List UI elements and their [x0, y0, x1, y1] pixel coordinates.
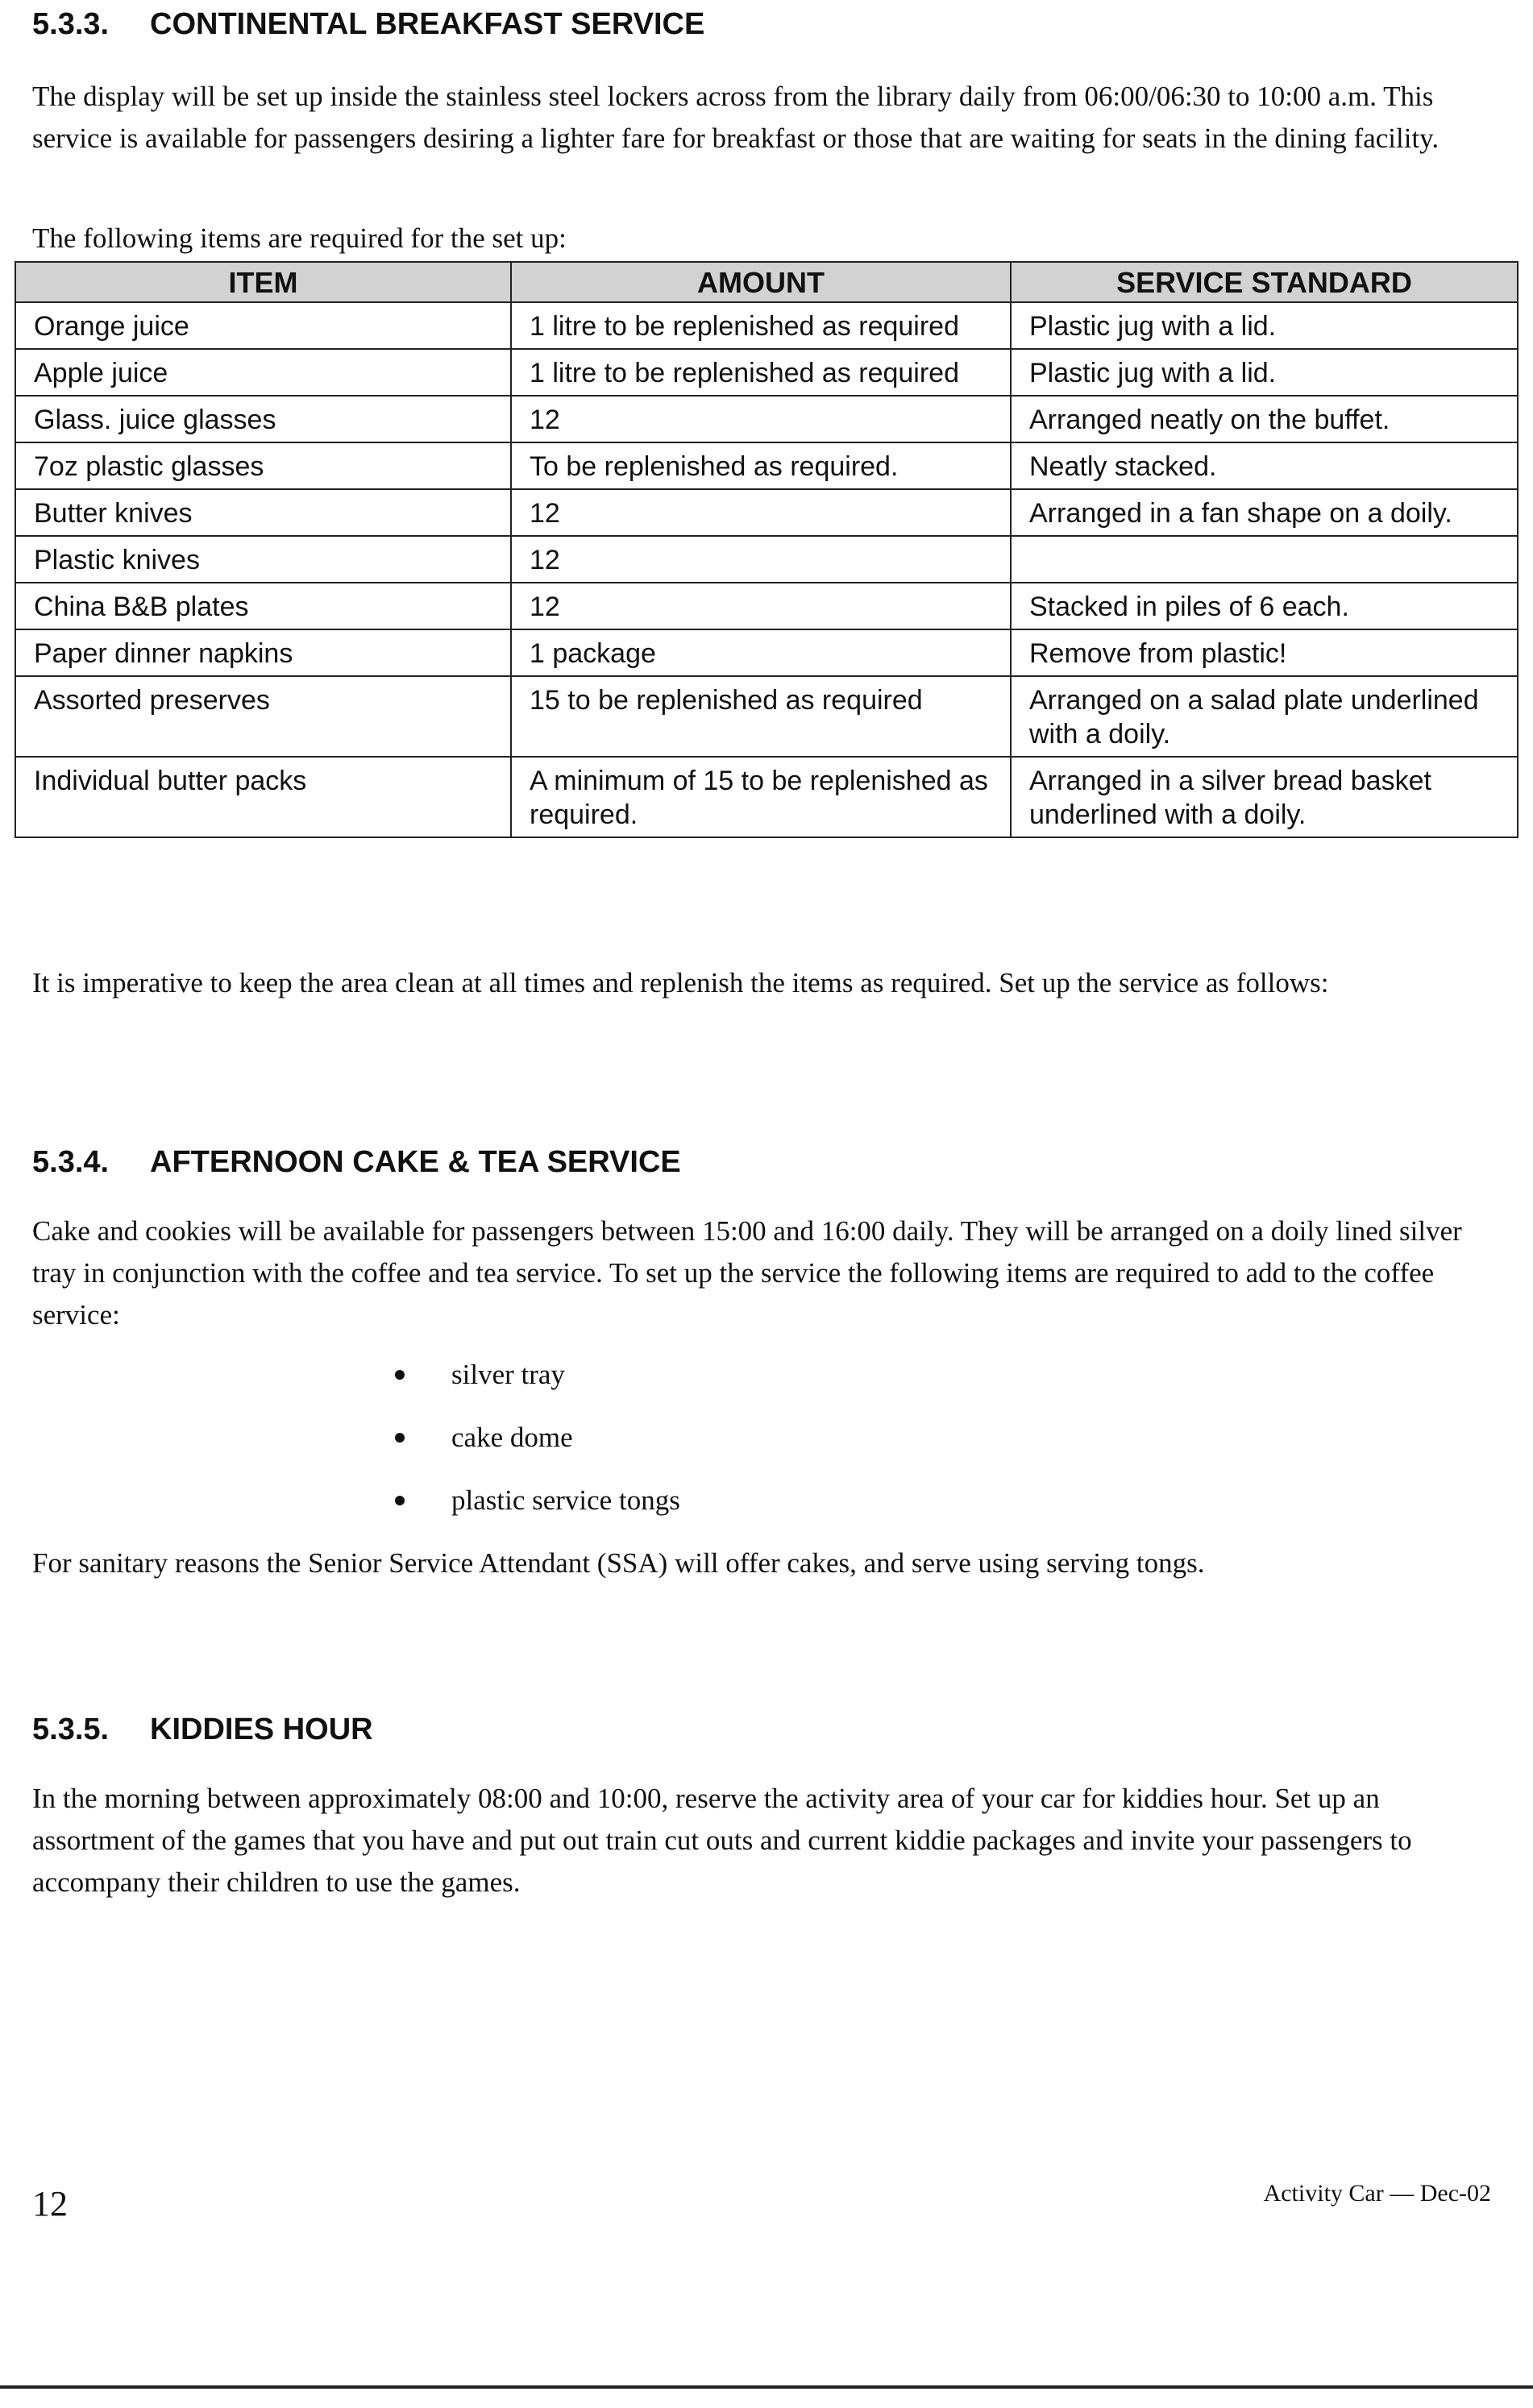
- standard-cell: Plastic jug with a lid.: [1011, 349, 1518, 396]
- table-row: [15, 629, 1518, 676]
- amount-cell: 1 litre to be replenished as required: [511, 349, 1011, 396]
- amount-cell: 1 package: [511, 629, 1011, 676]
- item-cell: Butter knives: [15, 489, 511, 536]
- bullet-icon: [395, 1370, 405, 1380]
- bottom-rule: [0, 2385, 1533, 2389]
- item-cell: Paper dinner napkins: [15, 629, 511, 676]
- continental-breakfast-intro: The display will be set up inside the stainless steel lockers across from the library daily from 06:00/06:30 to 10:00 a.m. This service is available for passengers desiring a lighter fare for breakfast or those that are waiting for seats in the dining facility.: [32, 81, 1440, 154]
- item-cell: Glass. juice glasses: [15, 396, 511, 442]
- standard-cell: Arranged in a fan shape on a doily.: [1011, 489, 1518, 536]
- item-cell: Orange juice: [15, 302, 511, 349]
- standard-cell: Arranged neatly on the buffet.: [1011, 396, 1518, 442]
- table-row: [15, 583, 1518, 629]
- standard-cell: Neatly stacked.: [1011, 442, 1518, 489]
- section-title: KIDDIES HOUR: [150, 1713, 373, 1746]
- standard-cell: [1011, 536, 1518, 583]
- standard-cell: Stacked in piles of 6 each.: [1011, 583, 1518, 629]
- required-items-list: [387, 1354, 680, 1542]
- amount-cell: 12: [511, 536, 1011, 583]
- kiddies-hour-body: In the morning between approximately 08:00 and 10:00, reserve the activity area of your car for kiddies hour. Set up an assortment of the games that you have and put out train cut outs and current kiddie packages and invite your passengers to accompany their children to use the games.: [32, 1783, 1412, 1898]
- item-cell: China B&B plates: [15, 583, 511, 629]
- table-row: [15, 302, 1518, 349]
- list-item-label: cake dome: [451, 1422, 573, 1453]
- items-table-wrapper: [15, 261, 1518, 838]
- table-row: [15, 349, 1518, 396]
- item-cell: Assorted preserves: [15, 676, 511, 757]
- continental-breakfast-closing: It is imperative to keep the area clean at all times and replenish the items as required. Set up the service as follows:: [32, 967, 1329, 998]
- amount-cell: 12: [511, 396, 1011, 442]
- section-heading-kiddies-hour: [32, 1712, 373, 1747]
- page-number: 12: [32, 2184, 68, 2223]
- standard-cell: Plastic jug with a lid.: [1011, 302, 1518, 349]
- section-number: 5.3.5.: [32, 1713, 110, 1746]
- amount-cell: 12: [511, 489, 1011, 536]
- section-number: 5.3.4.: [32, 1145, 110, 1179]
- list-item-label: plastic service tongs: [451, 1484, 680, 1516]
- item-cell: 7oz plastic glasses: [15, 442, 511, 489]
- standard-cell: Arranged in a silver bread basket underlined with a doily.: [1011, 757, 1518, 837]
- section-title: AFTERNOON CAKE & TEA SERVICE: [150, 1145, 681, 1179]
- section-title: CONTINENTAL BREAKFAST SERVICE: [150, 7, 705, 41]
- table-caption: The following items are required for the set up:: [32, 222, 567, 254]
- item-cell: Plastic knives: [15, 536, 511, 583]
- list-item: [387, 1354, 680, 1417]
- amount-cell: To be replenished as required.: [511, 442, 1011, 489]
- table-row: [15, 757, 1518, 837]
- footer-document-title: Activity Car — Dec-02: [1263, 2180, 1491, 2207]
- table-row: [15, 489, 1518, 536]
- amount-cell: A minimum of 15 to be replenished as required.: [511, 757, 1011, 837]
- section-heading-continental-breakfast: [32, 6, 704, 42]
- amount-cell: 15 to be replenished as required: [511, 676, 1011, 757]
- afternoon-cake-closing: For sanitary reasons the Senior Service Attendant (SSA) will offer cakes, and serve using serving tongs.: [32, 1547, 1205, 1579]
- list-item: [387, 1480, 680, 1542]
- section-number: 5.3.3.: [32, 7, 110, 41]
- header-item: ITEM: [15, 262, 511, 302]
- amount-cell: 12: [511, 583, 1011, 629]
- afternoon-cake-intro: Cake and cookies will be available for passengers between 15:00 and 16:00 daily. They will be arranged on a doily lined silver tray in conjunction with the coffee and tea service. To set up the service the following items are required to add to the coffee service:: [32, 1215, 1462, 1331]
- item-cell: Individual butter packs: [15, 757, 511, 837]
- header-amount: AMOUNT: [511, 262, 1011, 302]
- table-row: [15, 676, 1518, 757]
- amount-cell: 1 litre to be replenished as required: [511, 302, 1011, 349]
- item-cell: Apple juice: [15, 349, 511, 396]
- header-service-standard: SERVICE STANDARD: [1011, 262, 1518, 302]
- list-item-label: silver tray: [451, 1359, 565, 1390]
- table-row: [15, 442, 1518, 489]
- table-header-row: [15, 262, 1518, 302]
- standard-cell: Remove from plastic!: [1011, 629, 1518, 676]
- bullet-icon: [395, 1496, 405, 1505]
- list-item: [387, 1417, 680, 1480]
- table-row: [15, 536, 1518, 583]
- table-row: [15, 396, 1518, 442]
- standard-cell: Arranged on a salad plate underlined with a doily.: [1011, 676, 1518, 757]
- bullet-icon: [395, 1433, 405, 1443]
- section-heading-afternoon-cake-tea: [32, 1144, 681, 1180]
- items-table: [15, 261, 1518, 838]
